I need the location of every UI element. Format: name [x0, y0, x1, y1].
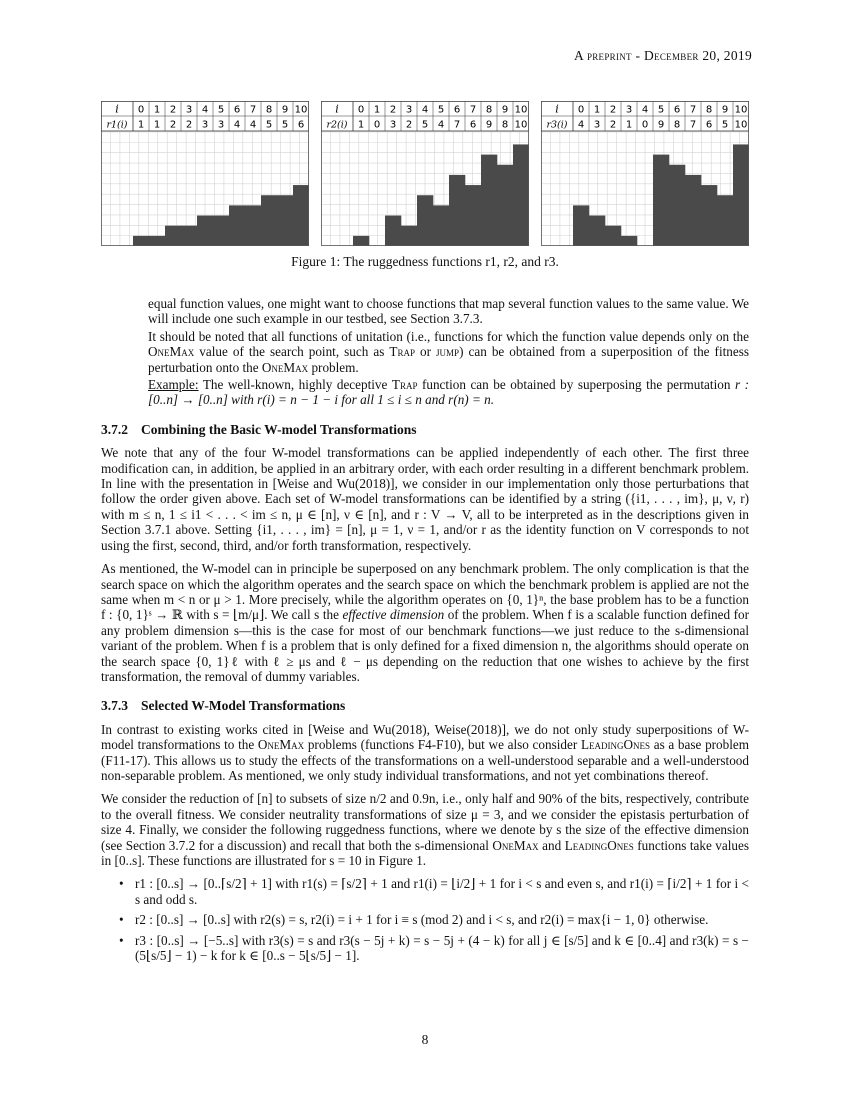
data-label-r: 3: [389, 119, 397, 131]
bar-4: [417, 195, 433, 246]
bar-3: [621, 236, 637, 246]
bar-3: [401, 226, 417, 246]
row-label-i: i: [335, 102, 339, 116]
paragraph-superposition: As mentioned, the W-model can in principle be superposed on any benchmark problem. The only complication is that the search space on which the algorithm operates and the search space on which the benchmark problem is applied are not the same when m < n or μ > 1. More precisely, while the algorithm operates on {0, 1}ⁿ, the base problem has to be a function f : {0, 1}ˢ → ℝ with s = ⌊m/μ⌋. We call s the effective dimension of the problem. When f is a scalable function defined for any problem dimension s—this is the case for most of our benchmark functions—we just reduce to the s-dimensional variant of the problem. When f is a problem that is only defined for a fixed dimension n, the algorithms should operate on the search space {0, 1}ℓ with ℓ ≥ μs and ℓ − μs depending on the reduction that one wishes to achieve by the first transformation, the removal of dummy variables.: [101, 561, 750, 684]
tick-label-i: 2: [389, 104, 397, 116]
ruggedness-chart-2: [321, 101, 529, 246]
bar-1: [589, 216, 605, 246]
tick-label-i: 7: [689, 104, 697, 116]
tick-label-i: 10: [294, 104, 308, 116]
data-label-r: 5: [281, 119, 289, 131]
data-label-r: 1: [153, 119, 161, 131]
bar-4: [197, 216, 213, 246]
bar-10: [513, 144, 529, 246]
data-label-r: 3: [217, 119, 225, 131]
running-title-sep: -: [631, 48, 645, 63]
data-label-r: 5: [265, 119, 273, 131]
data-label-r: 10: [514, 119, 528, 131]
tick-label-i: 6: [673, 104, 681, 116]
data-label-r: 6: [469, 119, 477, 131]
paragraph-combining: We note that any of the four W-model transformations can be applied independently of each other. The first three modification can, in addition, be applied in an arbitrary order, with each order resulting in a different benchmark problem. In line with the presentation in [Weise and Wu(2018)], we consider in our implementation only those perturbations that follow the order given above. Each set of W-model transformations can be identified by a string ({i1, . . . , im}, μ, ν, r) with m ≤ n, 1 ≤ i1 < . . . < im ≤ n, μ ∈ [n], ν ∈ [n], and r : V → V, all to be interpreted as in the descriptions given in Section 3.7.1 above. Setting {i1, . . . , im} = [n], μ = 1, ν = 1, and/or r as the identity function on V corresponds to not using the first, second, third, and/or forth transformation, respectively.: [101, 445, 749, 553]
tick-label-i: 9: [501, 104, 509, 116]
data-label-r: 1: [357, 119, 365, 131]
data-label-r: 7: [453, 119, 461, 131]
tick-label-i: 1: [373, 104, 381, 116]
row-label-r: r1(i): [106, 119, 128, 131]
bar-9: [277, 195, 293, 246]
tick-label-i: 7: [249, 104, 257, 116]
data-label-r: 1: [625, 119, 633, 131]
data-label-r: 6: [705, 119, 713, 131]
bar-8: [701, 185, 717, 246]
bar-10: [733, 144, 749, 246]
tick-label-i: 0: [137, 104, 145, 116]
example-label: Example:: [148, 377, 199, 393]
data-label-r: 4: [577, 119, 585, 131]
list-item: • r3 : [0..s] → [−5..s] with r3(s) = s and r3(s − 5j + k) = s − 5j + (4 − k) for all j ∈ [s/5] and k ∈ [0..4] and r3(k) = s − (5⌊s/5⌋ − 1) − k for k ∈ [0..s − 5⌊s/5⌋ − 1].: [135, 933, 749, 964]
row-label-i: i: [555, 102, 559, 116]
data-label-r: 3: [593, 119, 601, 131]
ruggedness-panel-r2: [321, 101, 529, 246]
bar-9: [497, 165, 513, 246]
data-label-r: 2: [185, 119, 193, 131]
bar-0: [133, 236, 149, 246]
bar-9: [717, 195, 733, 246]
bar-8: [481, 155, 497, 246]
tick-label-i: 9: [721, 104, 729, 116]
tick-label-i: 4: [201, 104, 209, 116]
tick-label-i: 8: [705, 104, 713, 116]
tick-label-i: 3: [625, 104, 633, 116]
running-header: [574, 48, 752, 64]
tick-label-i: 3: [185, 104, 193, 116]
bar-6: [229, 205, 245, 246]
data-label-r: 5: [721, 119, 729, 131]
bar-7: [245, 205, 261, 246]
tick-label-i: 1: [153, 104, 161, 116]
data-label-r: 2: [609, 119, 617, 131]
tick-label-i: 8: [485, 104, 493, 116]
running-title-left: A preprint: [573, 48, 632, 63]
tick-label-i: 4: [641, 104, 649, 116]
ruggedness-chart-1: [101, 101, 309, 246]
data-label-r: 9: [657, 119, 665, 131]
tick-label-i: 1: [593, 104, 601, 116]
data-label-r: 4: [249, 119, 257, 131]
bar-0: [353, 236, 369, 246]
tick-label-i: 0: [577, 104, 585, 116]
tick-label-i: 0: [357, 104, 365, 116]
paragraph-reduction: We consider the reduction of [n] to subsets of size n/2 and 0.9n, i.e., only half and 90% of the bits, respectively, contribute to the overall fitness. We consider neutrality transformations of size μ = 3, and we consider the epistasis perturbation of size 4. Finally, we consider the following ruggedness functions, where we denote by s the size of the effective dimension (see Section 3.7.2 for a discussion) and recall that both the s-dimensional OneMax and LeadingOnes functions take values in [0..s]. These functions are illustrated for s = 10 in Figure 1.: [101, 791, 750, 868]
tick-label-i: 2: [609, 104, 617, 116]
tick-label-i: 5: [657, 104, 665, 116]
figure-1: [101, 101, 749, 247]
data-label-r: 2: [169, 119, 177, 131]
bar-10: [293, 185, 309, 246]
bar-0: [573, 205, 589, 246]
data-label-r: 8: [673, 119, 681, 131]
example-formula: r : [0..n] → [0..n] with r(i) = n − 1 − i for all 1 ≤ i ≤ n and r(n) = n.: [148, 377, 749, 408]
row-label-i: i: [115, 102, 119, 116]
tick-label-i: 6: [453, 104, 461, 116]
tick-label-i: 7: [469, 104, 477, 116]
bar-1: [149, 236, 165, 246]
tick-label-i: 3: [405, 104, 413, 116]
data-label-r: 1: [137, 119, 145, 131]
tick-label-i: 10: [514, 104, 528, 116]
tick-label-i: 4: [421, 104, 429, 116]
running-title-month: December: [644, 48, 699, 63]
paragraph-contrast: In contrast to existing works cited in [Weise and Wu(2018), Weise(2018)], we do not only study superpositions of W-model transformations to the OneMax problems (functions F4-F10), but we also consider LeadingOnes as a base problem (F11-17). This allows us to study the effects of the transformations on a well-understood separable and a well-understood non-separable problem. As mentioned, we only study individual transformations, and not yet combinations thereof.: [101, 721, 750, 783]
bar-6: [449, 175, 465, 246]
tick-label-i: 5: [217, 104, 225, 116]
ruggedness-panel-r1: [101, 101, 309, 246]
paragraph-continuation: equal function values, one might want to choose functions that map several function values to the same value. We will include one such example in our testbed, see Section 3.7.3.: [148, 296, 749, 327]
data-label-r: 5: [421, 119, 429, 131]
bar-8: [261, 195, 277, 246]
data-label-r: 4: [233, 119, 241, 131]
tick-label-i: 6: [233, 104, 241, 116]
bar-2: [385, 216, 401, 246]
data-label-r: 9: [485, 119, 493, 131]
bar-7: [685, 175, 701, 246]
row-label-r: r2(i): [326, 119, 348, 131]
bar-6: [669, 165, 685, 246]
section-heading-3-7-3: 3.7.3 Selected W-Model Transformations: [101, 698, 346, 714]
section-heading-3-7-2: 3.7.2 Combining the Basic W-model Transformations: [101, 421, 417, 437]
bar-3: [181, 226, 197, 246]
bar-2: [605, 226, 621, 246]
list-item: • r2 : [0..s] → [0..s] with r2(s) = s, r2(i) = i + 1 for i ≡ s (mod 2) and i < s, and r2(i) = max{i − 1, 0} otherwise.: [135, 912, 749, 927]
ruggedness-chart-3: [541, 101, 749, 246]
bar-5: [213, 216, 229, 246]
tick-label-i: 10: [734, 104, 748, 116]
page-number: 8: [421, 1032, 429, 1047]
data-label-r: 0: [373, 119, 381, 131]
tick-label-i: 5: [437, 104, 445, 116]
data-label-r: 6: [297, 119, 305, 131]
tick-label-i: 2: [169, 104, 177, 116]
data-label-r: 0: [641, 119, 649, 131]
ruggedness-list: [101, 876, 749, 963]
data-label-r: 8: [501, 119, 509, 131]
data-label-r: 7: [689, 119, 697, 131]
figure-caption: Figure 1: The ruggedness functions r1, r2, and r3.: [291, 254, 559, 269]
paragraph-example: Example: The well-known, highly deceptive Trap function can be obtained by superposing the permutation r : [0..n] → [0..n] with r(i) = n − 1 − i for all 1 ≤ i ≤ n and r(n) = n.: [148, 377, 749, 408]
paragraph-unitation: It should be noted that all functions of unitation (i.e., functions for which the function value depends only on the OneMax value of the search point, such as Trap or jump) can be obtained from a superposition of the fitness perturbation onto the OneMax problem.: [148, 328, 749, 375]
bar-2: [165, 226, 181, 246]
body-text: [101, 296, 749, 968]
ruggedness-panel-r3: [541, 101, 749, 246]
row-label-r: r3(i): [546, 119, 568, 131]
bar-7: [465, 185, 481, 246]
running-title-date: 20, 2019: [698, 48, 752, 63]
tick-label-i: 8: [265, 104, 273, 116]
data-label-r: 2: [405, 119, 413, 131]
data-label-r: 4: [437, 119, 445, 131]
data-label-r: 10: [734, 119, 748, 131]
bar-5: [433, 205, 449, 246]
data-label-r: 3: [201, 119, 209, 131]
list-item: • r1 : [0..s] → [0..⌈s/2⌉ + 1] with r1(s) = ⌈s/2⌉ + 1 and r1(i) = ⌊i/2⌋ + 1 for i < s and even s, and r1(i) = ⌈i/2⌉ + 1 for i < s and odd s.: [135, 876, 749, 907]
indented-block: [101, 296, 749, 408]
tick-label-i: 9: [281, 104, 289, 116]
bar-5: [653, 155, 669, 246]
